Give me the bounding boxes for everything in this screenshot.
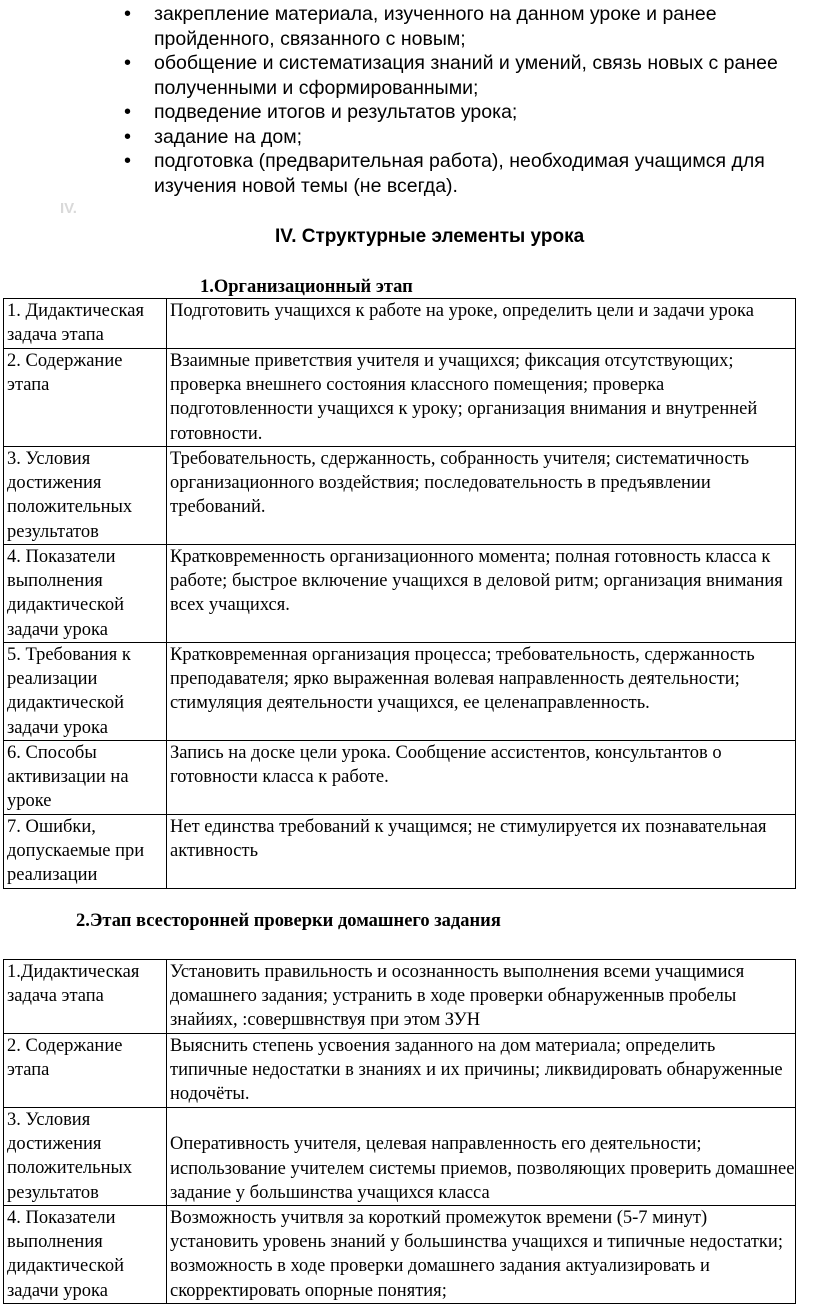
table-cell-value: Установить правильность и осознанность выполнения всеми учащимися домашнего задания; устранить в ходе проверки обнаруженныв пробелы знайиях, :совершвнствуя при этом ЗУН [167,960,796,1034]
table-cell-label: 2. Содержание этапа [4,1034,167,1108]
table-cell-label: 4. Показатели выполнения дидактической задачи урока [4,1206,167,1304]
table-cell-value: Выяснить степень усвоения заданного на дом материала; определить типичные недостатки в знаниях и их причины; ликвидировать обнаруженные нодочёты. [167,1034,796,1108]
list-item: • задание на дом; [124,125,784,150]
table-cell-value: Подготовить учащихся к работе на уроке, определить цели и задачи урока [167,299,796,349]
table-row [4,349,796,447]
table-cell-label: 4. Показатели выполнения дидактической задачи урока [4,545,167,643]
table-row [4,1206,796,1304]
table-cell-label: 1.Дидактическая задача этапа [4,960,167,1034]
table-cell-value: Оперативность учителя, целевая направленность его деятельности; использование учителем системы приемов, позволяющих проверить домашнее задание у большинства учащихся класса [167,1108,796,1206]
table-cell-value: Взаимные приветствия учителя и учащихся; фиксация отсутствующих; проверка внешнего состояния классного помещения; проверка подготовленности учащихся к уроку; организация внимания и внутренней готовности. [167,349,796,447]
table-cell-label: 6. Способы активизации на уроке [4,741,167,815]
table-cell-value: Кратковременная организация процесса; требовательность, сдержанность преподавателя; ярко выраженная волевая направленность деятельности; стимуляция деятельности учащихся, ее целенаправленность. [167,643,796,741]
list-item: • подготовка (предварительная работа), необходимая учащимся для изучения новой темы (не всегда). [124,149,784,198]
section-title: IV. Структурные элементы урока [275,226,585,247]
table-cell-value: Возможность учитвля за короткий промежуток времени (5-7 минут) установить уровень знаний у большинства учащихся и типичные недостатки; возможность в ходе проверки домашнего задания актуализировать и скорректировать опорные понятия; [167,1206,796,1304]
table-cell-label: 5. Требования к реализации дидактической задачи урока [4,643,167,741]
table-cell-value: Требовательность, сдержанность, собранность учителя; систематичность организационного воздействия; последовательность в предъявлении требований. [167,447,796,545]
stage1-table [3,298,796,889]
bullet-list [124,2,784,198]
table-cell-label: 3. Условия достижения положительных результатов [4,1108,167,1206]
table-row [4,545,796,643]
table-cell-value: Нет единства требований к учащимся; не стимулируется их познавательная активность [167,815,796,889]
table-row [4,815,796,889]
table-row [4,741,796,815]
table-row [4,960,796,1034]
table-row [4,1108,796,1206]
table-cell-value: Запись на доске цели урока. Сообщение ассистентов, консультантов о готовности класса к работе. [167,741,796,815]
stage2-table [3,959,796,1304]
faded-heading: IV. [60,200,77,217]
table-row [4,299,796,349]
table-row [4,643,796,741]
table-row [4,1034,796,1108]
list-item: • подведение итогов и результатов урока; [124,100,784,125]
list-item: • обобщение и систематизация знаний и умений, связь новых с ранее полученными и сформированными; [124,51,784,100]
table-cell-value: Кратковременность организационного момента; полная готовность класса к работе; быстрое включение учащихся в деловой ритм; организация внимания всех учащихся. [167,545,796,643]
table-cell-label: 7. Ошибки, допускаемые при реализации [4,815,167,889]
stage-title: 1.Организационный этап [200,277,413,297]
table-cell-label: 1. Дидактическая задача этапа [4,299,167,349]
table-cell-label: 2. Содержание этапа [4,349,167,447]
table-row [4,447,796,545]
table-cell-label: 3. Условия достижения положительных результатов [4,447,167,545]
stage-title: 2.Этап всесторонней проверки домашнего задания [76,911,501,931]
list-item: • закрепление материала, изученного на данном уроке и ранее пройденного, связанного с новым; [124,2,784,51]
